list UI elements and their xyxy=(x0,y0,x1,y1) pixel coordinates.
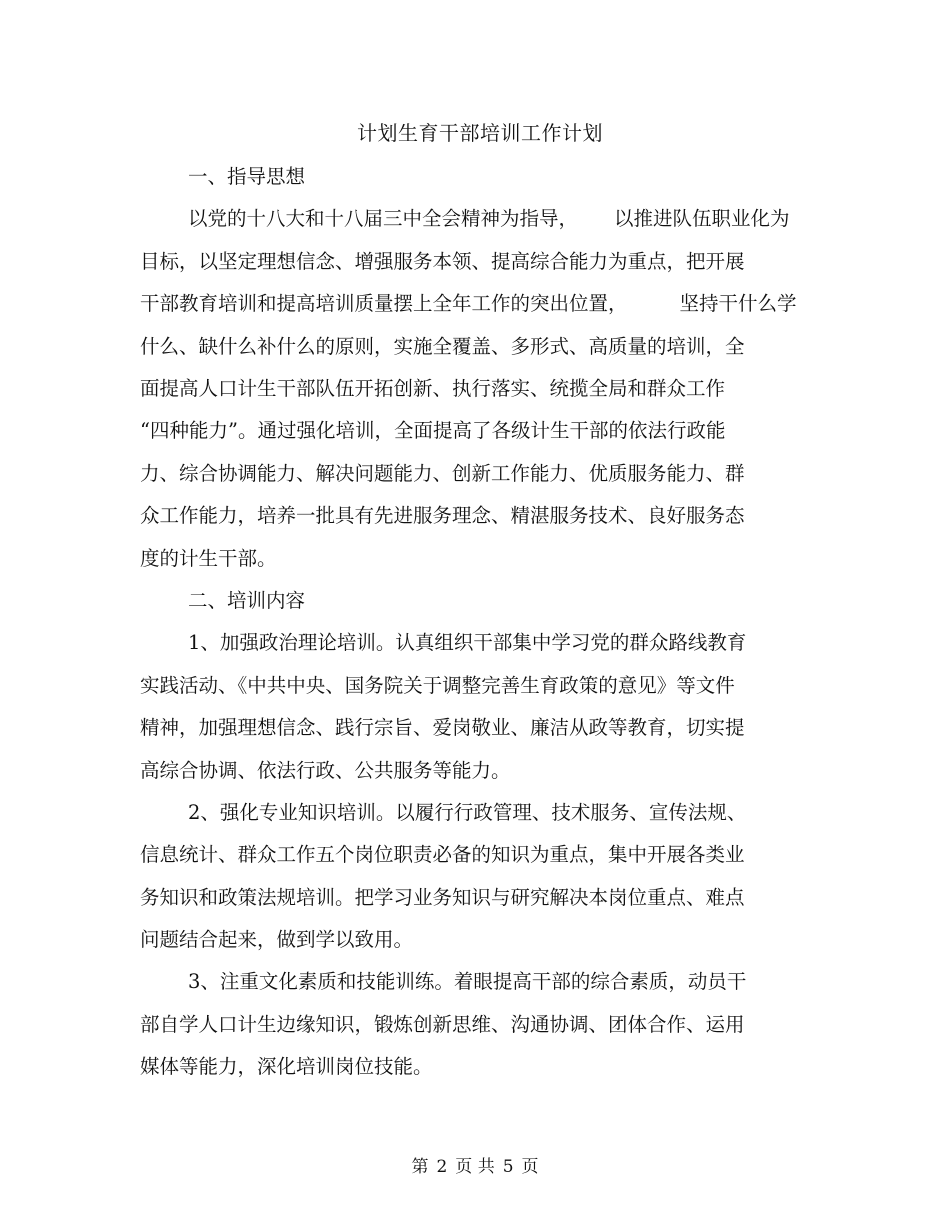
paragraph-line: 精神，加强理想信念、践行宗旨、爱岗敬业、廉洁从政等教育，切实提 xyxy=(140,716,745,739)
paragraph-line: “四种能力”。通过强化培训，全面提高了各级计生干部的依法行政能 xyxy=(140,419,726,442)
text-segment: 以党的十八大和十八届三中全会精神为指导， xyxy=(188,207,579,230)
text-segment: 干部教育培训和提高培训质量摆上全年工作的突出位置， xyxy=(140,292,628,315)
paragraph-line: 高综合协调、依法行政、公共服务等能力。 xyxy=(140,759,511,782)
page-suffix: 页 xyxy=(521,1157,539,1177)
page-number: 2 xyxy=(436,1157,448,1177)
paragraph-line xyxy=(188,206,790,232)
text-segment: 以推进队伍职业化为 xyxy=(614,207,790,230)
paragraph-line: 问题结合起来，做到学以致用。 xyxy=(140,928,414,951)
section-heading-training-content: 二、培训内容 xyxy=(188,589,306,612)
paragraph-line: 务知识和政策法规培训。把学习业务知识与研究解决本岗位重点、难点 xyxy=(140,886,745,909)
paragraph-line: 媒体等能力，深化培训岗位技能。 xyxy=(140,1055,433,1078)
paragraph-line: 什么、缺什么补什么的原则，实施全覆盖、多形式、高质量的培训，全 xyxy=(140,335,745,358)
paragraph-line: 2、强化专业知识培训。以履行行政管理、技术服务、宣传法规、 xyxy=(188,801,747,824)
paragraph-line: 众工作能力，培养一批具有先进服务理念、精湛服务技术、良好服务态 xyxy=(140,504,745,527)
paragraph-line: 度的计生干部。 xyxy=(140,547,277,570)
paragraph-line: 部自学人口计生边缘知识，锻炼创新思维、沟通协调、团体合作、运用 xyxy=(140,1013,745,1036)
section-heading-guiding-thought: 一、指导思想 xyxy=(188,165,306,188)
page-mid: 页 共 xyxy=(455,1157,495,1177)
paragraph-line: 实践活动、《中共中央、国务院关于调整完善生育政策的意见》等文件 xyxy=(140,674,735,697)
paragraph-line: 面提高人口计生干部队伍开拓创新、执行落实、统揽全局和群众工作 xyxy=(140,377,726,400)
paragraph-line: 信息统计、群众工作五个岗位职责必备的知识为重点，集中开展各类业 xyxy=(140,843,745,866)
paragraph-line: 力、综合协调能力、解决问题能力、创新工作能力、优质服务能力、群 xyxy=(140,462,745,485)
document-title: 计划生育干部培训工作计划 xyxy=(357,121,603,145)
paragraph-line: 目标，以坚定理想信念、增强服务本领、提高综合能力为重点，把开展 xyxy=(140,250,745,273)
paragraph-line xyxy=(140,291,797,317)
page-footer xyxy=(0,1152,950,1177)
text-segment: 坚持干什么学 xyxy=(679,292,797,315)
paragraph-line: 3、注重文化素质和技能训练。着眼提高干部的综合素质，动员干 xyxy=(188,970,747,993)
page-prefix: 第 xyxy=(411,1157,429,1177)
paragraph-line: 1、加强政治理论培训。认真组织干部集中学习党的群众路线教育 xyxy=(188,631,747,654)
page-total: 5 xyxy=(502,1157,514,1177)
